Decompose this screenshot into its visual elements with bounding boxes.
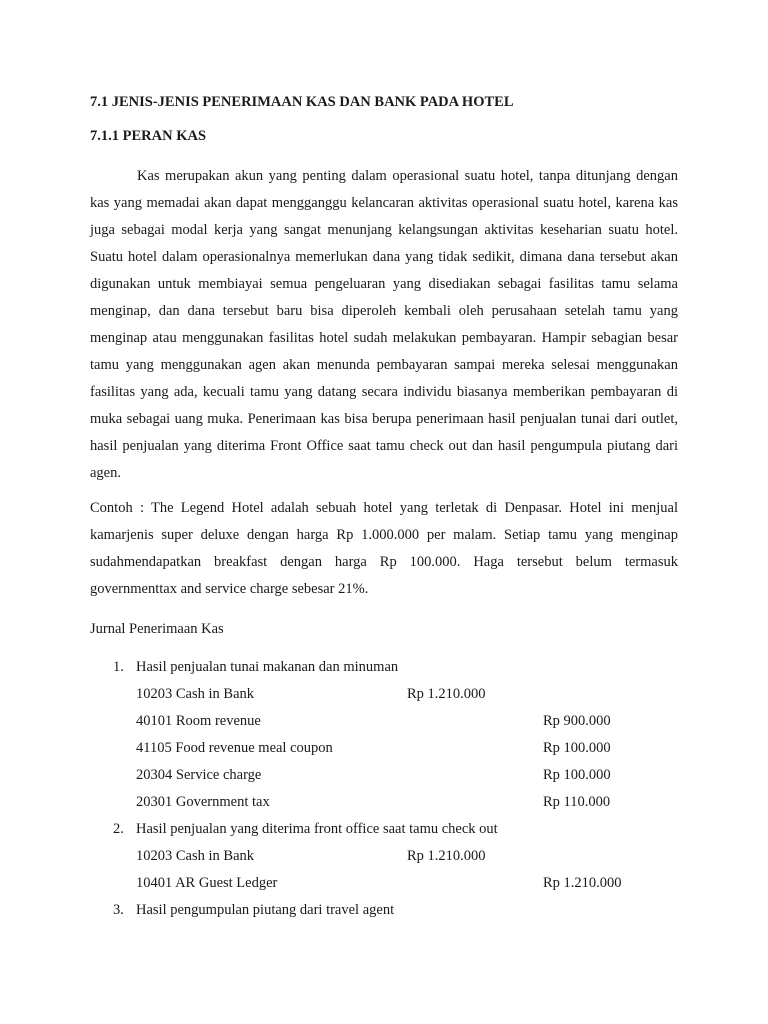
list-item-heading <box>0 902 768 929</box>
entry-credit: Rp 900.000 <box>543 713 611 729</box>
list-item-number: 3. <box>113 902 124 918</box>
paragraph-contoh: Contoh : The Legend Hotel adalah sebuah hotel yang terletak di Denpasar. Hotel ini menjual kamarjenis super deluxe dengan harga Rp 1.000.000 per malam. Setiap tamu yang menginap sudahmendapatkan breakfast dengan harga Rp 100.000. Haga tersebut belum termasuk governmenttax and service charge sebesar 21%. <box>90 500 678 597</box>
entry-credit: Rp 100.000 <box>543 767 611 783</box>
entry-account: 40101 Room revenue <box>136 713 261 729</box>
entry-credit: Rp 100.000 <box>543 740 611 756</box>
journal-entry-row <box>0 740 768 767</box>
section-heading: 7.1 JENIS-JENIS PENERIMAAN KAS DAN BANK PADA HOTEL <box>90 94 514 110</box>
entry-account: 20301 Government tax <box>136 794 270 810</box>
entry-account: 20304 Service charge <box>136 767 262 783</box>
list-item-title: Hasil pengumpulan piutang dari travel agent <box>136 902 395 918</box>
list-item-number: 2. <box>113 821 124 837</box>
entry-account: 10203 Cash in Bank <box>136 686 255 702</box>
list-item-heading <box>0 659 768 686</box>
entry-debit: Rp 1.210.000 <box>407 686 486 702</box>
journal-entry-row <box>0 767 768 794</box>
journal-entry-row <box>0 875 768 902</box>
entry-account: 10401 AR Guest Ledger <box>136 875 278 891</box>
entry-account: 41105 Food revenue meal coupon <box>136 740 333 756</box>
journal-title: Jurnal Penerimaan Kas <box>90 621 224 637</box>
list-item-title: Hasil penjualan yang diterima front office saat tamu check out <box>136 821 498 837</box>
list-item-title: Hasil penjualan tunai makanan dan minuman <box>136 659 399 675</box>
entry-credit: Rp 1.210.000 <box>543 875 622 891</box>
list-item-number: 1. <box>113 659 124 675</box>
journal-entry-row <box>0 848 768 875</box>
entry-account: 10203 Cash in Bank <box>136 848 255 864</box>
journal-entry-row <box>0 794 768 821</box>
entry-debit: Rp 1.210.000 <box>407 848 486 864</box>
journal-entry-row <box>0 686 768 713</box>
subsection-heading: 7.1.1 PERAN KAS <box>90 128 207 144</box>
entry-credit: Rp 110.000 <box>543 794 611 810</box>
journal-entry-row <box>0 713 768 740</box>
paragraph-peran-kas: Kas merupakan akun yang penting dalam operasional suatu hotel, tanpa ditunjang dengan kas yang memadai akan dapat mengganggu kelancaran aktivitas operasional suatu hotel, karena kas juga sebagai modal kerja yang sangat menunjang kelangsungan aktivitas keseharian suatu hotel. Suatu hotel dalam operasionalnya memerlukan dana yang tidak sedikit, dimana dana tersebut akan digunakan untuk membiayai semua pengeluaran yang disediakan sebagai fasilitas tamu selama menginap, dan dana tersebut baru bisa diperoleh kembali oleh perusahaan setelah tamu yang menginap atau menggunakan fasilitas hotel sudah melakukan pembayaran. Hampir sebagian besar tamu yang menggunakan agen akan menunda pembayaran sampai mereka selesai menggunakan fasilitas yang ada, kecuali tamu yang datang secara individu biasanya memberikan pembayaran di muka sebagai uang muka. Penerimaan kas bisa berupa penerimaan hasil penjualan tunai dari outlet, hasil penjualan yang diterima Front Office saat tamu check out dan hasil pengumpula piutang dari agen. <box>90 168 678 481</box>
list-item-heading <box>0 821 768 848</box>
